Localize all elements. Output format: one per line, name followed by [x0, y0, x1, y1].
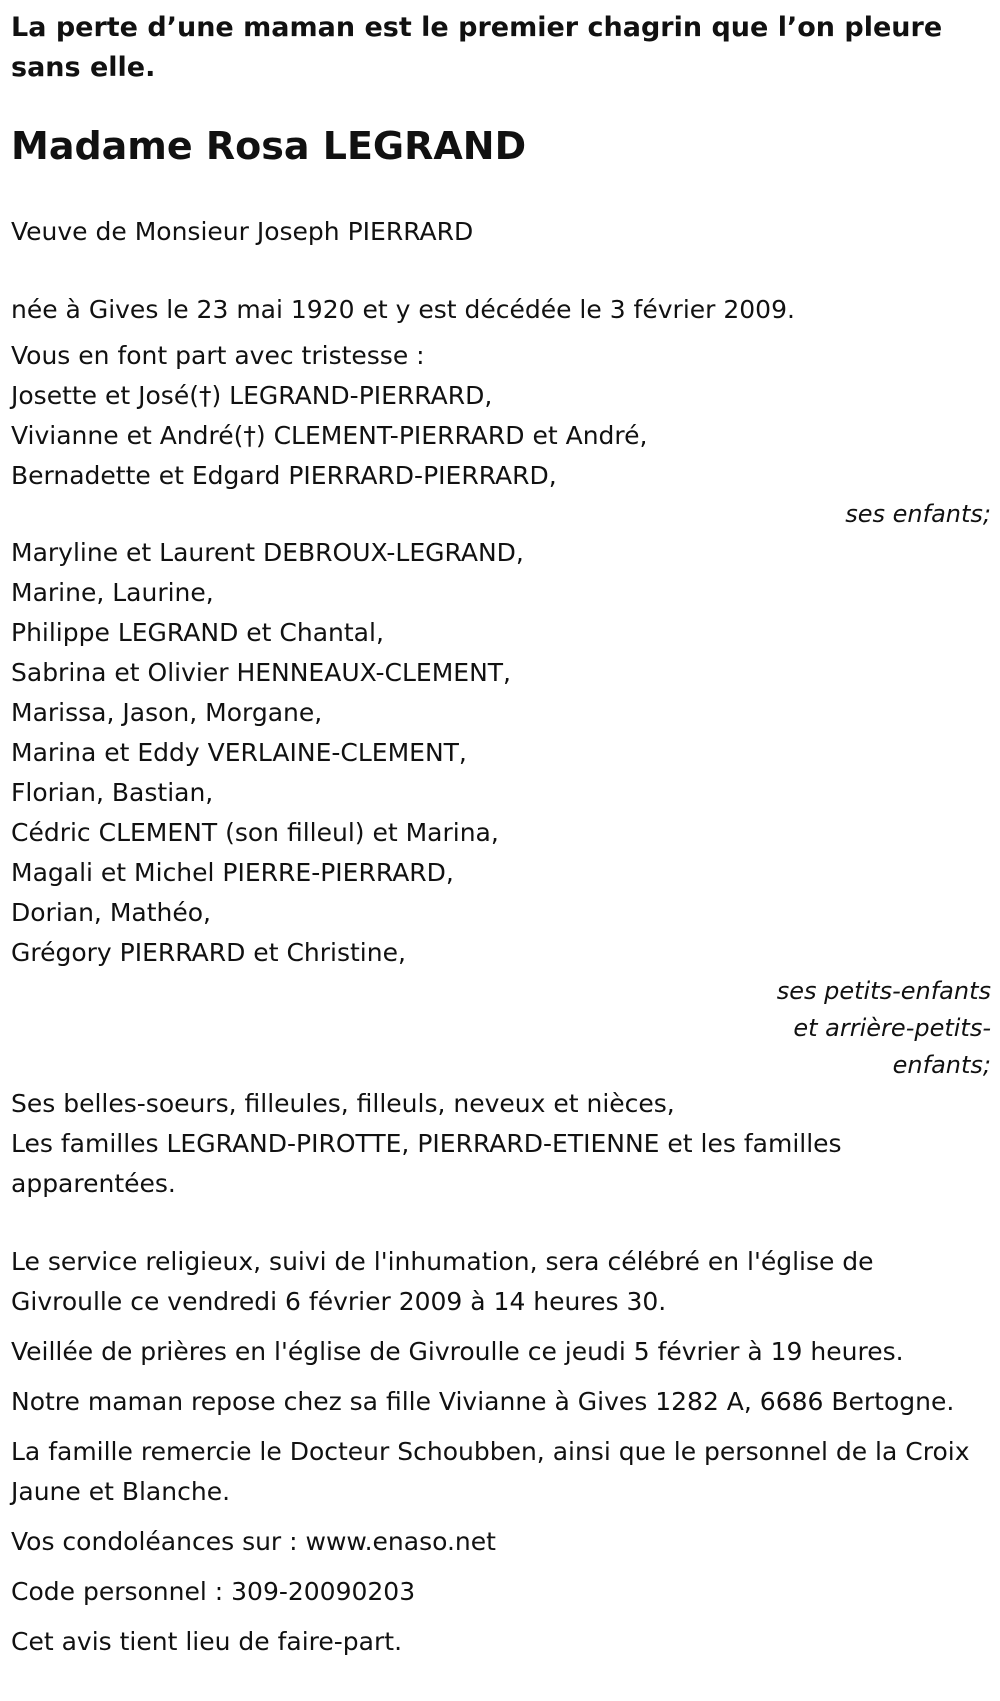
deceased-name: Madame Rosa LEGRAND — [11, 124, 527, 168]
child-line: Vivianne et André(†) CLEMENT-PIERRARD et André, — [11, 421, 648, 450]
grandchild-line: Sabrina et Olivier HENNEAUX-CLEMENT, — [11, 658, 511, 687]
grandchild-line: Grégory PIERRARD et Christine, — [11, 938, 406, 967]
relatives-line: Ses belles-soeurs, filleules, filleuls, neveux et nièces, — [11, 1089, 675, 1118]
epigraph-quote: La perte d’une maman est le premier chagrin que l’on pleure sans elle. — [11, 12, 943, 83]
families-line: Les familles LEGRAND-PIROTTE, PIERRARD-ETIENNE et les familles apparentées. — [11, 1129, 842, 1198]
condolences-line: Vos condoléances sur : www.enaso.net — [11, 1527, 496, 1556]
notice-line: Cet avis tient lieu de faire-part. — [11, 1627, 403, 1656]
grandchildren-label-line: et arrière-petits- — [793, 1014, 991, 1042]
personal-code-line: Code personnel : 309-20090203 — [11, 1577, 416, 1606]
grandchild-line: Marine, Laurine, — [11, 578, 214, 607]
widow-of-line: Veuve de Monsieur Joseph PIERRARD — [11, 217, 474, 246]
birth-death-line: née à Gives le 23 mai 1920 et y est décédée le 3 février 2009. — [11, 295, 795, 324]
grandchild-line: Magali et Michel PIERRE-PIERRARD, — [11, 858, 454, 887]
child-line: Josette et José(†) LEGRAND-PIERRARD, — [11, 381, 493, 410]
grandchild-line: Marissa, Jason, Morgane, — [11, 698, 323, 727]
grandchildren-label-line: ses petits-enfants — [776, 977, 991, 1005]
children-label: ses enfants; — [845, 500, 991, 528]
grandchild-line: Philippe LEGRAND et Chantal, — [11, 618, 384, 647]
vigil-line: Veillée de prières en l'église de Givroulle ce jeudi 5 février à 19 heures. — [11, 1337, 904, 1366]
grandchild-line: Marina et Eddy VERLAINE-CLEMENT, — [11, 738, 467, 767]
grandchild-line: Cédric CLEMENT (son filleul) et Marina, — [11, 818, 499, 847]
rest-line: Notre maman repose chez sa fille Vivianne à Gives 1282 A, 6686 Bertogne. — [11, 1387, 955, 1416]
child-line: Bernadette et Edgard PIERRARD-PIERRARD, — [11, 461, 557, 490]
thanks-line: La famille remercie le Docteur Schoubben, ainsi que le personnel de la Croix Jaune et Blanche. — [11, 1437, 970, 1506]
grandchildren-label-line: enfants; — [892, 1051, 991, 1079]
grandchild-line: Maryline et Laurent DEBROUX-LEGRAND, — [11, 538, 524, 567]
grandchild-line: Dorian, Mathéo, — [11, 898, 211, 927]
announce-intro: Vous en font part avec tristesse : — [11, 341, 425, 370]
grandchild-line: Florian, Bastian, — [11, 778, 214, 807]
service-line: Le service religieux, suivi de l'inhumation, sera célébré en l'église de Givroulle ce vendredi 6 février 2009 à 14 heures 30. — [11, 1247, 874, 1316]
obituary-notice — [11, 0, 991, 1662]
